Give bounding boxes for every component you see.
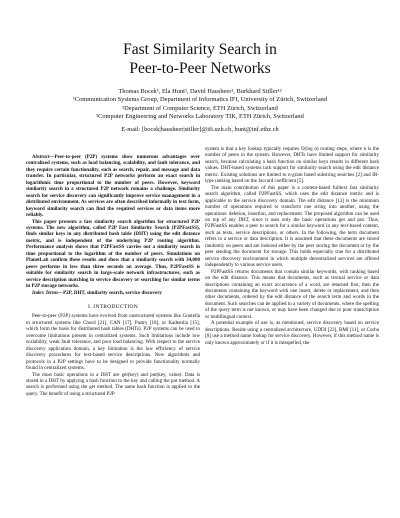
- paper-title-line-1: Fast Similarity Search in: [123, 41, 277, 58]
- intro-paragraph-1: Peer-to-peer (P2P) systems have evolved from unstructured systems like Gnutella to structured systems like Chord [21], CAN [17], Pastry [18], or Kademlia [15], which form the basis for distributed hash tables (DHTs). P2P systems can be used to overcome limitations present in centralized systems. Such limitations include low scalability, weak fault tolerance, and poor load balancing. With respect to the service discovery application domain, a key limitation is the low efficiency of service discovery procedures for text-based service descriptions. New algorithms and protocols in a P2P settings have to be designed to provide functionality normally found in centralized systems.: [26, 313, 200, 372]
- author-email: E-mail: [bocek|hausheer|stiller]@ifi.uzh.ch, hunt@inf.ethz.ch: [121, 126, 279, 133]
- right-column: [205, 146, 379, 346]
- abstract-paragraph-1: [26, 154, 200, 219]
- affiliation-2: ²Department of Computer Science, ETH Zürich, Switzerland: [122, 104, 278, 112]
- abstract-lead: Abstract: [32, 154, 50, 160]
- right-paragraph-1: system is that a key lookup typically requires O(log n) routing steps, where n is the number of peers in the system. However, DHTs have limited support for similarity search, because calculating a hash function on similar keys results in different hash values. DHT-based systems lack support for similarity search using the edit distance metric. Existing solutions are limited to n-gram based substring searches [2] and IR-type ranking based on the Jaccard coefficient [5].: [205, 146, 379, 185]
- abstract-paragraph-2: This paper presents a fast similarity search algorithm for structured P2P systems. The new algorithm, called P2P Fast Similarity Search (P2PFastSS), finds similar keys in any distributed hash table (DHT) using the edit distance metric, and is independent of the underlying P2P routing algorithm. Performance analysis shows that P2PFastSS carries out a similarity search in time proportional to the logarithm of the number of peers. Simulations on PlanetLab confirm these results and show that a similarity search with 34,000 peers performs in less than three seconds on average. Thus, P2PFastSS is suitable for similarity search in large-scale network infrastructures, such as service description matching in service discovery or searching for similar terms in P2P storage networks.: [26, 218, 200, 290]
- affiliation-3: ³Computer Engineering and Networks Laboratory TIK, ETH Zürich, Switzerland: [96, 113, 304, 121]
- paper-title: [0, 40, 400, 78]
- index-terms: [26, 290, 200, 296]
- author-block: [0, 88, 400, 122]
- intro-paragraph-2: The most basic operations in a DHT are get(key) and put(key, value). Data is stored in a DHT by applying a hash function to the key and calling the put method. A search is performed using the get method. The same hash function is applied to the query. The benefit of using a structured P2P: [26, 371, 200, 397]
- abstract: [26, 154, 200, 296]
- author-names: Thomas Bocek¹, Ela Hunt², David Hausheer¹, Burkhard Stiller¹²: [118, 88, 282, 95]
- section-heading-introduction: I. INTRODUCTION: [88, 303, 138, 310]
- abstract-text-1: —Peer-to-peer (P2P) systems show numerous advantages over centralized systems, such as load balancing, scalability, and fault tolerance, and they require certain functionality, such as search, repair, and message and data transfer. In particular, structured P2P networks perform an exact search in logarithmic time proportional to the number of peers. However, keyword similarity search in a structured P2P network remains a challenge. Similarity search for service discovery can significantly improve service management in a distributed environment. As services are often described informally in text form, keyword similarity search can find the required services or data items more reliably.: [26, 154, 200, 219]
- index-terms-text: —P2P, DHT, similarity search, service discovery: [58, 289, 162, 296]
- right-column-text: [205, 146, 379, 346]
- right-paragraph-4: A potential example of use is, as mentioned, service discovery based on service descriptions. Beside using a centralized architecture, UDDI [23], RMI [11], or Corba [8] use a method name lookup for service discovery. However, if this method name is only known approximately or if it is misspelled, the: [205, 320, 379, 346]
- paper-title-line-2: Peer-to-Peer Networks: [129, 60, 271, 77]
- introduction-text: [26, 313, 200, 397]
- index-terms-lead: Index Terms: [32, 289, 59, 296]
- right-paragraph-3: P2PFastSS returns documents that contain similar keywords, with ranking based on the edit distance. This means that documents, such as textual service or data descriptions containing an exact occurrence of a word, are returned first, then the documents containing the keyword with one insert, delete or replacement, and then other documents, ordered by the edit distance of the search term and words in the document. Such searches can be applied to a variety of documents, where the spelling of the query term is not known, or may have been changed due to poor transcription or multilingual context.: [205, 268, 379, 320]
- affiliation-1: ¹Communication Systems Group, Department of Informatics IFI, University of Zürich, Switzerland: [72, 96, 328, 104]
- right-paragraph-2: The main contribution of this paper is a content-based fulltext fast similarity search algorithm, called P2PFastSS, which uses the edit distance metric and is applicable to the service discovery domain. The edit distance [13] is the minimum number of operations required to transform one string into another, using the operations: deletion, insertion, and replacement. The proposed algorithm can be used on top of any DHT, since it uses only the basic operations get and put. Thus, P2PFastSS enables a peer to search for a similar keyword in any text-based content, such as texts, service descriptions, or others. In the following, the term document refers to a service or data description. It is assumed that these documents are stored randomly on peers and are indexed either by the peer storing the document or by the peer sending the document for storage. This holds especially true for a distributed service discovery environment in which multiple decentralized services are offered independently to various service users.: [205, 184, 379, 269]
- left-column: [26, 146, 200, 397]
